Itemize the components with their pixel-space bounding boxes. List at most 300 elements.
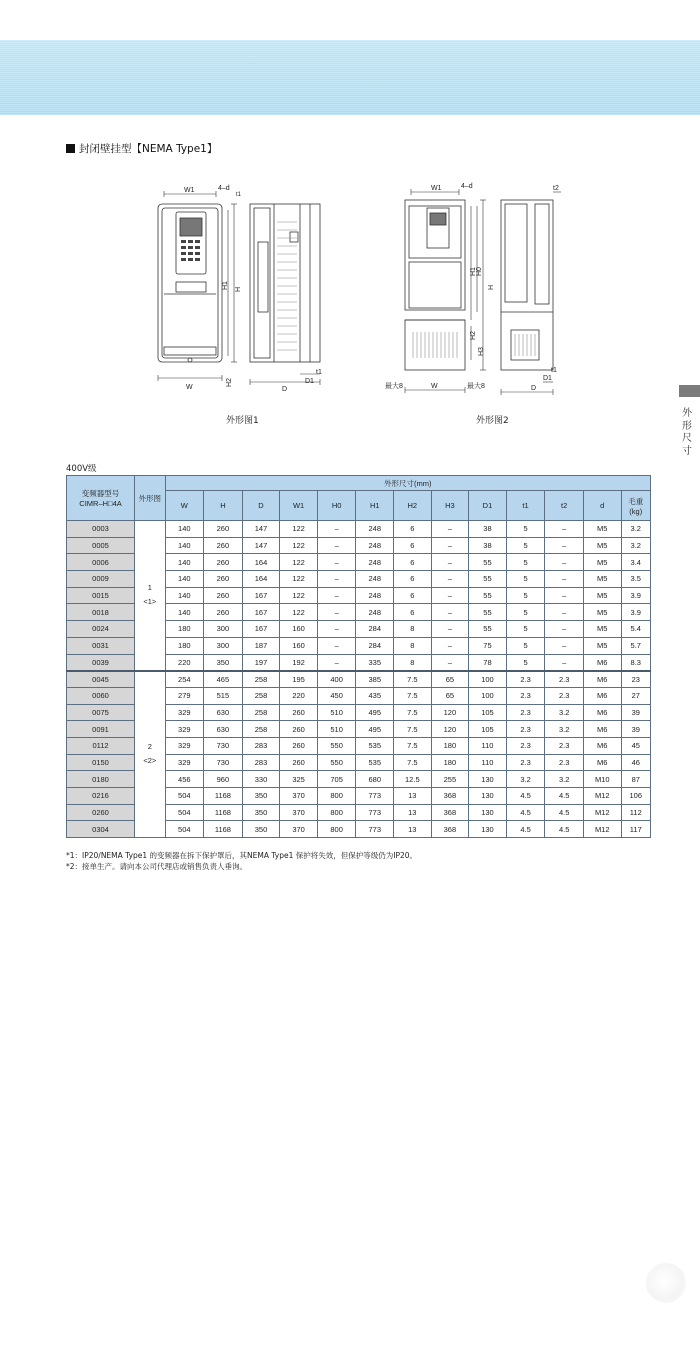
dimension-cell: 350 <box>242 788 280 805</box>
dimension-cell: 465 <box>204 671 243 688</box>
figure-note-ref: <2> <box>143 756 157 766</box>
column-header: t2 <box>545 491 584 521</box>
model-cell: 0015 <box>67 587 135 604</box>
dimension-cell: 120 <box>431 721 469 738</box>
dimension-cell: 122 <box>280 571 318 588</box>
dimension-cell: 78 <box>469 654 507 671</box>
dimension-cell: M6 <box>583 754 621 771</box>
dimension-cell: – <box>317 621 356 638</box>
dimension-cell: 258 <box>242 687 280 704</box>
dimension-cell: M5 <box>583 604 621 621</box>
fig1-h2-label: H2 <box>226 378 233 387</box>
dimension-cell: – <box>545 521 584 538</box>
dimension-cell: 5 <box>506 587 545 604</box>
side-tab-label: 外形尺寸 <box>682 408 692 457</box>
fig2-d-label: D <box>531 385 537 392</box>
outline-drawing-1 <box>150 182 330 397</box>
dimension-cell: 140 <box>165 587 204 604</box>
dimension-cell: – <box>431 621 469 638</box>
dimension-cell: – <box>317 537 356 554</box>
dimension-cell: 254 <box>165 671 204 688</box>
dimension-cell: 180 <box>431 754 469 771</box>
column-header: H1 <box>356 491 394 521</box>
dimension-cell: 167 <box>242 604 280 621</box>
dimension-cell: 140 <box>165 537 204 554</box>
dimension-cell: – <box>431 571 469 588</box>
dimension-cell: 284 <box>356 621 394 638</box>
dimension-cell: 100 <box>469 671 507 688</box>
dimension-cell: 773 <box>356 821 394 838</box>
weight-cell: 112 <box>621 804 650 821</box>
dimension-cell: 5 <box>506 604 545 621</box>
dimension-cell: 2.3 <box>506 721 545 738</box>
dimension-cell: 2.3 <box>506 687 545 704</box>
weight-cell: 3.9 <box>621 604 650 621</box>
dimension-cell: 4.5 <box>506 804 545 821</box>
dimension-cell: 329 <box>165 754 204 771</box>
dimension-cell: 12.5 <box>394 771 432 788</box>
dimension-cell: – <box>431 554 469 571</box>
dimension-cell: 504 <box>165 788 204 805</box>
dimension-cell: M10 <box>583 771 621 788</box>
column-header: W1 <box>280 491 318 521</box>
model-cell: 0060 <box>67 687 135 704</box>
footnotes <box>66 850 417 872</box>
dimension-cell: – <box>317 637 356 654</box>
dimension-cell: 350 <box>242 804 280 821</box>
dimension-cell: 450 <box>317 687 356 704</box>
dimension-cell: 147 <box>242 537 280 554</box>
header-model-line1: 变频器型号 <box>81 489 120 498</box>
dimension-cell: 630 <box>204 721 243 738</box>
dimension-cell: 187 <box>242 637 280 654</box>
weight-cell: 39 <box>621 721 650 738</box>
dimension-cell: 504 <box>165 804 204 821</box>
weight-cell: 106 <box>621 788 650 805</box>
dimension-cell: 329 <box>165 737 204 754</box>
dimension-cell: 6 <box>394 604 432 621</box>
weight-cell: 39 <box>621 704 650 721</box>
fig1-w-label: W <box>186 384 193 391</box>
dimension-cell: M12 <box>583 804 621 821</box>
dimension-cell: 550 <box>317 737 356 754</box>
dimension-cell: M12 <box>583 821 621 838</box>
dimension-cell: 773 <box>356 788 394 805</box>
dimension-cell: 260 <box>204 604 243 621</box>
dimension-cell: 164 <box>242 554 280 571</box>
fig1-t-label: t1 <box>236 192 242 198</box>
dimension-cell: 122 <box>280 521 318 538</box>
dimension-cell: 368 <box>431 804 469 821</box>
dimension-cell: 3.2 <box>506 771 545 788</box>
dimension-cell: 495 <box>356 721 394 738</box>
dimension-cell: 4.5 <box>506 788 545 805</box>
dimension-cell: – <box>545 654 584 671</box>
dimension-cell: 105 <box>469 704 507 721</box>
dimension-cell: 800 <box>317 788 356 805</box>
dimension-cell: 167 <box>242 621 280 638</box>
figure-2-caption: 外形图2 <box>476 416 509 426</box>
dimension-cell: 6 <box>394 571 432 588</box>
fig2-holes-label: 4–d <box>461 183 473 190</box>
dimension-cell: 255 <box>431 771 469 788</box>
dimension-cell: – <box>545 637 584 654</box>
dimension-cell: 13 <box>394 821 432 838</box>
dimension-cell: – <box>545 604 584 621</box>
dimension-cell: 164 <box>242 571 280 588</box>
fig2-t1-label: t1 <box>551 367 557 374</box>
dimension-cell: 8 <box>394 621 432 638</box>
weight-cell: 3.4 <box>621 554 650 571</box>
weight-cell: 3.9 <box>621 587 650 604</box>
dimension-cell: 130 <box>469 771 507 788</box>
column-header: D1 <box>469 491 507 521</box>
dimension-cell: 220 <box>165 654 204 671</box>
dimension-cell: 248 <box>356 587 394 604</box>
section-title <box>66 141 217 156</box>
dimension-cell: 510 <box>317 704 356 721</box>
dimension-cell: 258 <box>242 704 280 721</box>
header-figure: 外形图 <box>135 476 165 521</box>
dimension-cell: – <box>317 554 356 571</box>
dimension-cell: 284 <box>356 637 394 654</box>
fig1-w1-label: W1 <box>184 187 195 194</box>
fig2-h0-label: H0 <box>476 267 483 276</box>
dimension-cell: 122 <box>280 537 318 554</box>
weight-cell: 3.2 <box>621 521 650 538</box>
dimension-cell: 283 <box>242 754 280 771</box>
dimension-cell: 8 <box>394 637 432 654</box>
dimension-cell: 110 <box>469 754 507 771</box>
weight-cell: 3.2 <box>621 537 650 554</box>
dimension-cell: 495 <box>356 704 394 721</box>
dimension-cell: 1168 <box>204 788 243 805</box>
header-dimensions: 外形尺寸(mm) <box>165 476 650 491</box>
header-weight-line1: 毛重 <box>628 496 644 506</box>
dimension-cell: 335 <box>356 654 394 671</box>
dimension-cell: 1168 <box>204 821 243 838</box>
dimension-cell: 350 <box>204 654 243 671</box>
weight-cell: 23 <box>621 671 650 688</box>
dimension-cell: 5 <box>506 554 545 571</box>
dimension-cell: 2.3 <box>545 687 584 704</box>
section-title-text: 封闭壁挂型【NEMA Type1】 <box>79 143 218 155</box>
dimension-cell: M6 <box>583 737 621 754</box>
table-row <box>67 521 651 538</box>
dimension-cell: – <box>545 537 584 554</box>
dimension-cell: 7.5 <box>394 687 432 704</box>
dimension-cell: 140 <box>165 521 204 538</box>
dimension-cell: 2.3 <box>545 671 584 688</box>
dimension-cell: 385 <box>356 671 394 688</box>
dimension-cell: 4.5 <box>545 821 584 838</box>
dimension-cell: – <box>431 537 469 554</box>
dimension-cell: – <box>317 587 356 604</box>
dimension-cell: 260 <box>204 587 243 604</box>
model-cell: 0150 <box>67 754 135 771</box>
dimension-cell: 140 <box>165 554 204 571</box>
dimension-cell: 7.5 <box>394 737 432 754</box>
header-model-line2: CIMR–H□4A <box>79 499 122 508</box>
dimension-cell: 2.3 <box>506 737 545 754</box>
figure-number-cell <box>135 671 165 838</box>
fig1-h-label: H <box>235 286 242 292</box>
dimension-cell: 550 <box>317 754 356 771</box>
fig2-h-label: H <box>488 284 495 290</box>
dimension-cell: 140 <box>165 604 204 621</box>
dimension-cell: 2.3 <box>545 754 584 771</box>
table-row <box>67 671 651 688</box>
dimension-cell: 100 <box>469 687 507 704</box>
column-header: H <box>204 491 243 521</box>
dimension-cell: 705 <box>317 771 356 788</box>
column-header: d <box>583 491 621 521</box>
weight-cell: 8.3 <box>621 654 650 671</box>
model-cell: 0112 <box>67 737 135 754</box>
header-weight-line2: (kg) <box>629 506 643 516</box>
dimension-cell: 180 <box>165 637 204 654</box>
dimension-cell: – <box>545 571 584 588</box>
dimension-cell: M12 <box>583 788 621 805</box>
fig2-h2-label: H2 <box>470 331 477 340</box>
dimension-cell: 800 <box>317 821 356 838</box>
dimension-cell: 329 <box>165 721 204 738</box>
fig2-h1-label: H1 <box>470 267 477 276</box>
dimension-cell: – <box>431 654 469 671</box>
dimension-cell: 7.5 <box>394 754 432 771</box>
dimension-cell: M5 <box>583 521 621 538</box>
dimension-cell: 258 <box>242 721 280 738</box>
dimension-cell: 260 <box>204 537 243 554</box>
dimension-cell: 260 <box>204 554 243 571</box>
dimension-cell: 3.2 <box>545 721 584 738</box>
header-model <box>67 476 135 521</box>
figure-number: 2 <box>147 742 152 752</box>
model-cell: 0216 <box>67 788 135 805</box>
dimension-cell: 55 <box>469 604 507 621</box>
dimension-cell: 260 <box>280 704 318 721</box>
dimension-cell: 370 <box>280 804 318 821</box>
model-cell: 0003 <box>67 521 135 538</box>
dimension-cell: 6 <box>394 554 432 571</box>
dimension-cell: – <box>431 587 469 604</box>
dimension-cell: 6 <box>394 521 432 538</box>
figure-number: 1 <box>147 583 152 593</box>
dimension-cell: 248 <box>356 554 394 571</box>
dimension-cell: 260 <box>204 571 243 588</box>
model-cell: 0009 <box>67 571 135 588</box>
dimension-cell: 5 <box>506 654 545 671</box>
dimension-cell: 730 <box>204 737 243 754</box>
model-cell: 0260 <box>67 804 135 821</box>
column-header: H2 <box>394 491 432 521</box>
dimension-cell: 5 <box>506 637 545 654</box>
dimension-cell: 7.5 <box>394 671 432 688</box>
dimension-cell: 370 <box>280 788 318 805</box>
dimension-cell: 279 <box>165 687 204 704</box>
dimension-cell: 456 <box>165 771 204 788</box>
dimension-cell: 5 <box>506 621 545 638</box>
weight-cell: 117 <box>621 821 650 838</box>
dimension-cell: 800 <box>317 804 356 821</box>
dimension-cell: 130 <box>469 821 507 838</box>
dimension-cell: 195 <box>280 671 318 688</box>
dimension-cell: 38 <box>469 521 507 538</box>
weight-cell: 5.4 <box>621 621 650 638</box>
dimension-cell: M5 <box>583 621 621 638</box>
dimension-cell: 1168 <box>204 804 243 821</box>
figure-note-ref: <1> <box>143 597 157 607</box>
footnote-2: *2：接单生产。请向本公司代理店或销售负责人垂询。 <box>66 862 248 871</box>
model-cell: 0304 <box>67 821 135 838</box>
dimension-cell: 329 <box>165 704 204 721</box>
dimension-cell: M5 <box>583 587 621 604</box>
figure-1-caption: 外形图1 <box>226 416 259 426</box>
dimension-cell: 248 <box>356 604 394 621</box>
dimension-cell: 180 <box>165 621 204 638</box>
dimension-cell: 8 <box>394 654 432 671</box>
dimension-cell: 258 <box>242 671 280 688</box>
dimension-cell: 4.5 <box>545 788 584 805</box>
dimension-cell: 130 <box>469 788 507 805</box>
dimension-cell: 220 <box>280 687 318 704</box>
title-bullet-icon <box>66 144 75 153</box>
dimension-cell: 130 <box>469 804 507 821</box>
dimension-cell: 65 <box>431 671 469 688</box>
dimension-cell: 730 <box>204 754 243 771</box>
fig2-max-left-label: 最大8 <box>385 383 403 390</box>
dimension-cell: 160 <box>280 637 318 654</box>
dimension-cell: 6 <box>394 537 432 554</box>
fig1-h1-label: H1 <box>222 281 229 290</box>
fig1-d-label: D <box>282 386 288 393</box>
dimension-cell: 4.5 <box>506 821 545 838</box>
dimension-cell: 197 <box>242 654 280 671</box>
header-banner <box>0 40 700 115</box>
dimension-cell: 55 <box>469 621 507 638</box>
dimension-cell: 122 <box>280 587 318 604</box>
dimension-cell: 260 <box>280 737 318 754</box>
dimension-cell: M5 <box>583 637 621 654</box>
dimension-cell: 535 <box>356 754 394 771</box>
dimension-cell: – <box>317 521 356 538</box>
column-header: D <box>242 491 280 521</box>
dimension-cell: 283 <box>242 737 280 754</box>
dimension-cell: 120 <box>431 704 469 721</box>
figure-number-cell <box>135 521 165 671</box>
fig1-holes-label: 4–d <box>218 185 230 192</box>
dimension-cell: 122 <box>280 554 318 571</box>
dimension-cell: 515 <box>204 687 243 704</box>
dimension-cell: 4.5 <box>545 804 584 821</box>
header-weight <box>621 491 650 521</box>
model-cell: 0039 <box>67 654 135 671</box>
dimension-cell: M5 <box>583 554 621 571</box>
dimension-cell: 300 <box>204 637 243 654</box>
dimension-cell: – <box>317 571 356 588</box>
model-cell: 0091 <box>67 721 135 738</box>
dimension-cell: 55 <box>469 554 507 571</box>
dimension-cell: 260 <box>204 521 243 538</box>
dimension-cell: M5 <box>583 571 621 588</box>
model-cell: 0006 <box>67 554 135 571</box>
dimension-cell: M6 <box>583 654 621 671</box>
dimension-cell: M6 <box>583 704 621 721</box>
weight-cell: 87 <box>621 771 650 788</box>
dimension-cell: – <box>317 654 356 671</box>
column-header: W <box>165 491 204 521</box>
column-header: H3 <box>431 491 469 521</box>
dimension-cell: 960 <box>204 771 243 788</box>
dimension-cell: 504 <box>165 821 204 838</box>
dimension-cell: 350 <box>242 821 280 838</box>
dimension-cell: 330 <box>242 771 280 788</box>
dimension-cell: 75 <box>469 637 507 654</box>
dimension-cell: 680 <box>356 771 394 788</box>
fig2-w-label: W <box>431 383 438 390</box>
dimension-cell: 167 <box>242 587 280 604</box>
dimension-cell: 180 <box>431 737 469 754</box>
dimension-cell: 5 <box>506 571 545 588</box>
fig1-d1-label: D1 <box>305 378 314 385</box>
dimension-cell: 13 <box>394 804 432 821</box>
model-cell: 0180 <box>67 771 135 788</box>
dimension-cell: 2.3 <box>506 704 545 721</box>
dimension-cell: M6 <box>583 687 621 704</box>
model-cell: 0031 <box>67 637 135 654</box>
dimension-cell: 248 <box>356 521 394 538</box>
dimension-cell: 3.2 <box>545 771 584 788</box>
dimension-cell: 105 <box>469 721 507 738</box>
dimension-cell: 2.3 <box>545 737 584 754</box>
dimension-cell: 122 <box>280 604 318 621</box>
dimension-cell: 6 <box>394 587 432 604</box>
dimension-cell: 510 <box>317 721 356 738</box>
dimension-cell: – <box>545 621 584 638</box>
dimension-cell: 248 <box>356 571 394 588</box>
model-cell: 0018 <box>67 604 135 621</box>
fig2-t2-label: t2 <box>553 185 559 192</box>
dimension-cell: – <box>431 637 469 654</box>
dimension-cell: 535 <box>356 737 394 754</box>
dimension-cell: 300 <box>204 621 243 638</box>
dimension-table <box>66 475 651 838</box>
dimension-cell: 160 <box>280 621 318 638</box>
dimension-cell: 368 <box>431 788 469 805</box>
column-header: H0 <box>317 491 356 521</box>
dimension-cell: 147 <box>242 521 280 538</box>
dimension-cell: 2.3 <box>506 754 545 771</box>
dimension-cell: – <box>431 604 469 621</box>
dimension-cell: 3.2 <box>545 704 584 721</box>
model-cell: 0024 <box>67 621 135 638</box>
dimension-cell: 368 <box>431 821 469 838</box>
fig2-max-right-label: 最大8 <box>467 383 485 390</box>
dimension-cell: 248 <box>356 537 394 554</box>
dimension-cell: 370 <box>280 821 318 838</box>
dimension-cell: 38 <box>469 537 507 554</box>
dimension-cell: 773 <box>356 804 394 821</box>
dimension-cell: 7.5 <box>394 704 432 721</box>
dimension-cell: – <box>431 521 469 538</box>
dimension-cell: M6 <box>583 721 621 738</box>
dimension-cell: 5 <box>506 521 545 538</box>
dimension-cell: 325 <box>280 771 318 788</box>
dimension-cell: 55 <box>469 571 507 588</box>
outline-drawing-2 <box>383 180 583 397</box>
table-body <box>67 521 651 838</box>
fig1-t1-label: t1 <box>316 369 322 376</box>
